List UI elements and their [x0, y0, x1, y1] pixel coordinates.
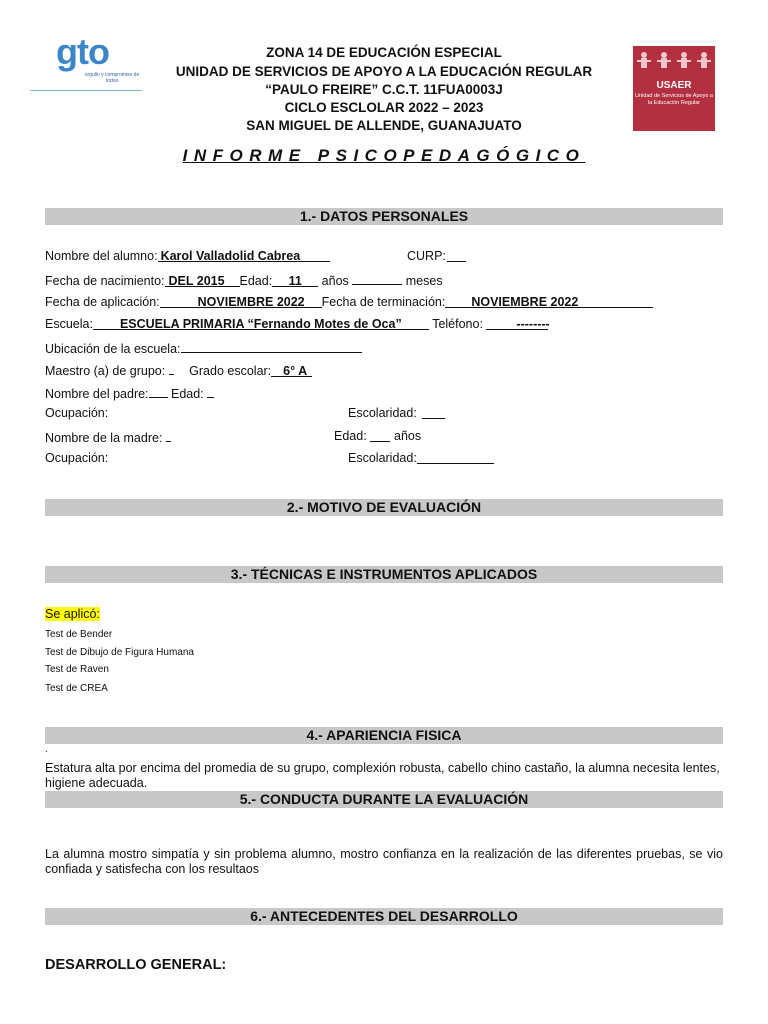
father-age-label: Edad: [171, 387, 204, 401]
section-5-header: 5.- CONDUCTA DURANTE LA EVALUACIÓN [45, 791, 723, 808]
father-label: Nombre del padre: [45, 387, 149, 401]
row-student-name [45, 249, 446, 263]
row-birth-date [45, 272, 443, 288]
grade-label: Grado escolar: [189, 364, 272, 378]
development-general-label: DESARROLLO GENERAL: [45, 957, 227, 973]
mother-age-field [370, 429, 390, 442]
mother-occupation-label: Ocupación: [45, 451, 109, 465]
father-age-field [207, 385, 214, 398]
application-value: NOVIEMBRE 2022 [197, 295, 305, 309]
location-label: Ubicación de la escuela: [45, 342, 181, 356]
row-school-location [45, 340, 362, 356]
birth-label: Fecha de nacimiento: [45, 274, 165, 288]
phone-value: -------- [516, 317, 550, 331]
curp-label: CURP: [407, 249, 446, 263]
conduct-text: La alumna mostro simpatía y sin problema alumno, mostro confianza en la realización de las diferentes pruebas, se vio confiada y satisfecha con los resultaos [45, 847, 723, 876]
row-father [45, 385, 214, 401]
technique-item: Test de CREA [45, 683, 108, 694]
end-label: Fecha de terminación: [321, 295, 446, 309]
location-field [181, 340, 362, 353]
header-line-5: SAN MIGUEL DE ALLENDE, GUANAJUATO [246, 118, 522, 133]
months-field [352, 272, 402, 285]
end-field [445, 295, 653, 308]
curp-field [447, 249, 466, 262]
document-title [0, 146, 768, 166]
row-mother-occupation [45, 451, 723, 465]
grade-value: 6° A [283, 364, 308, 378]
mother-schooling-label: Escolaridad: [348, 451, 417, 465]
section-3-header: 3.- TÉCNICAS E INSTRUMENTOS APLICADOS [45, 566, 723, 583]
school-value: ESCUELA PRIMARIA “Fernando Motes de Oca” [119, 317, 402, 331]
technique-item: Test de Dibujo de Figura Humana [45, 647, 194, 658]
age-field [272, 274, 318, 287]
phone-label: Teléfono: [432, 317, 483, 331]
mother-years-label: años [394, 429, 422, 443]
usaer-logo-subtitle: Unidad de Servicios de Apoyo a la Educación Regular [635, 93, 713, 106]
school-label: Escuela: [45, 317, 93, 331]
section-2-header: 2.- MOTIVO DE EVALUACIÓN [45, 499, 723, 516]
father-schooling-field [422, 406, 445, 419]
applied-label-text: Se aplicó: [45, 607, 100, 621]
row-school [45, 317, 548, 331]
gto-logo-mark: gto [56, 31, 109, 72]
row-mother [45, 429, 723, 445]
header-line-4: CICLO ESCLOLAR 2022 – 2023 [284, 100, 484, 115]
appearance-text: Estatura alta por encima del promedia de su grupo, complexión robusta, cabello chino castaño, la alumna necesita lentes, higiene adecuada. [45, 761, 720, 790]
section-6-header: 6.- ANTECEDENTES DEL DESARROLLO [45, 908, 723, 925]
father-occupation-label: Ocupación: [45, 406, 109, 420]
teacher-field [169, 362, 174, 375]
school-field [93, 317, 429, 330]
age-value: 11 [288, 274, 302, 288]
row-teacher [45, 362, 312, 378]
technique-item: Test de Raven [45, 664, 109, 675]
mother-schooling-field [417, 451, 494, 464]
name-field [158, 249, 330, 262]
grade-field [271, 364, 312, 377]
row-father-occupation [45, 406, 723, 420]
phone-field [486, 317, 548, 330]
row-application-date [45, 295, 653, 309]
header-line-2: UNIDAD DE SERVICIOS DE APOYO A LA EDUCACIÓN REGULAR [175, 64, 593, 79]
header-line-1: ZONA 14 DE EDUCACIÓN ESPECIAL [266, 45, 502, 60]
usaer-logo-title: USAER [656, 80, 692, 91]
months-label: meses [405, 274, 443, 288]
section-1-header: 1.- DATOS PERSONALES [45, 208, 723, 225]
appearance-dot: . [45, 744, 48, 755]
mother-age-label: Edad: [334, 429, 367, 443]
document-title-text: INFORME PSICOPEDAGÓGICO [182, 146, 586, 165]
father-schooling-label: Escolaridad: [348, 406, 417, 420]
application-label: Fecha de aplicación: [45, 295, 160, 309]
birth-field [165, 274, 240, 287]
birth-value: DEL 2015 [168, 274, 225, 288]
applied-label [45, 607, 100, 621]
name-value: Karol Valladolid Cabrea [160, 249, 301, 263]
years-label: años [321, 274, 349, 288]
mother-label: Nombre de la madre: [45, 431, 163, 445]
teacher-label: Maestro (a) de grupo: [45, 364, 166, 378]
application-field [160, 295, 322, 308]
section-4-header: 4.- APARIENCIA FISICA [45, 727, 723, 744]
mother-field [166, 429, 171, 442]
name-label: Nombre del alumno: [45, 249, 158, 263]
age-label: Edad: [239, 274, 273, 288]
gto-logo-tagline: orgullo y compromiso de todos [84, 72, 140, 84]
technique-item: Test de Bender [45, 629, 113, 640]
end-value: NOVIEMBRE 2022 [471, 295, 579, 309]
father-field [149, 385, 168, 398]
header-line-3: “PAULO FREIRE” C.C.T. 11FUA0003J [265, 82, 503, 97]
